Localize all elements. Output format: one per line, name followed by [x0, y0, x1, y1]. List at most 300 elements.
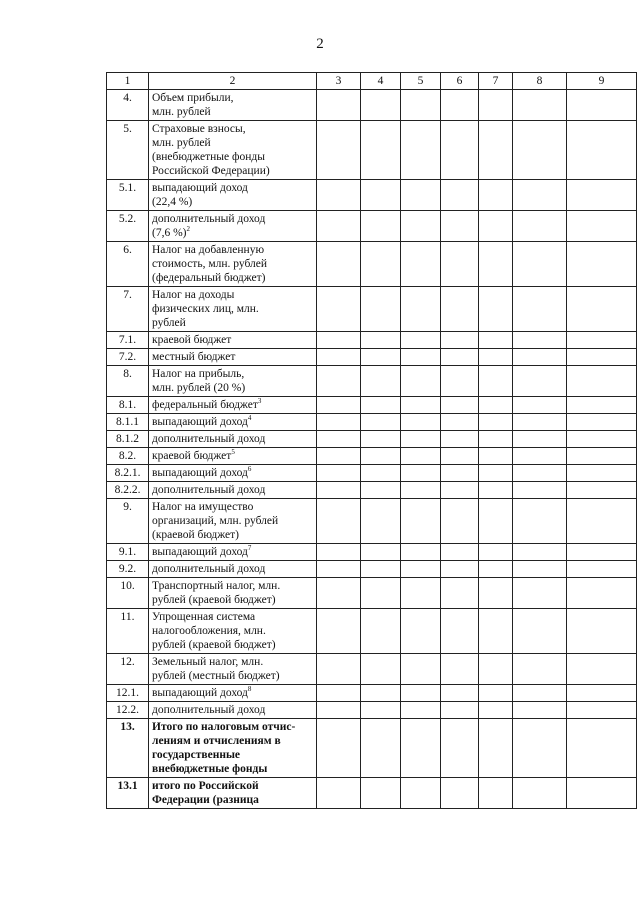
value-cell — [401, 180, 441, 211]
value-cell — [513, 685, 567, 702]
row-number: 12.1. — [107, 685, 149, 702]
value-cell — [441, 349, 479, 366]
value-cell — [441, 431, 479, 448]
value-cell — [317, 578, 361, 609]
value-cell — [567, 448, 637, 465]
column-header: 8 — [513, 73, 567, 90]
value-cell — [317, 211, 361, 242]
row-number: 10. — [107, 578, 149, 609]
value-cell — [317, 702, 361, 719]
value-cell — [441, 609, 479, 654]
value-cell — [479, 349, 513, 366]
value-cell — [513, 431, 567, 448]
table-row — [107, 654, 637, 685]
row-number: 8.2. — [107, 448, 149, 465]
row-label-line: Итого по налоговым отчис- — [152, 721, 296, 733]
value-cell — [567, 499, 637, 544]
table-row — [107, 349, 637, 366]
row-number: 8. — [107, 366, 149, 397]
row-label-line: Налог на добавленную — [152, 244, 265, 256]
value-cell — [361, 121, 401, 180]
footnote-marker: 4 — [247, 414, 252, 423]
row-label-line: выпадающий доход — [152, 687, 248, 699]
row-number: 9.1. — [107, 544, 149, 561]
value-cell — [401, 778, 441, 809]
table-row — [107, 121, 637, 180]
value-cell — [317, 609, 361, 654]
value-cell — [479, 242, 513, 287]
value-cell — [401, 349, 441, 366]
value-cell — [567, 349, 637, 366]
value-cell — [479, 778, 513, 809]
footnote-marker: 8 — [247, 685, 252, 694]
row-label-line: Федерации (разница — [152, 794, 259, 806]
value-cell — [317, 121, 361, 180]
footnote-marker: 2 — [186, 225, 190, 234]
value-cell — [479, 578, 513, 609]
value-cell — [513, 609, 567, 654]
value-cell — [401, 654, 441, 685]
value-cell — [441, 578, 479, 609]
column-header: 5 — [401, 73, 441, 90]
footnote-marker: 6 — [247, 465, 252, 474]
row-label-cell — [149, 448, 317, 465]
row-label-cell — [149, 702, 317, 719]
value-cell — [479, 482, 513, 499]
row-number: 4. — [107, 90, 149, 121]
value-cell — [361, 578, 401, 609]
row-label-line: рублей (местный бюджет) — [152, 670, 280, 682]
row-label-line: Страховые взносы, — [152, 123, 246, 135]
value-cell — [317, 397, 361, 414]
value-cell — [317, 482, 361, 499]
row-label-cell — [149, 414, 317, 431]
row-label-line: Российской Федерации) — [152, 165, 270, 177]
table-row — [107, 180, 637, 211]
value-cell — [567, 397, 637, 414]
value-cell — [567, 685, 637, 702]
value-cell — [317, 654, 361, 685]
value-cell — [401, 414, 441, 431]
table-row — [107, 431, 637, 448]
value-cell — [567, 482, 637, 499]
value-cell — [479, 685, 513, 702]
row-number: 13. — [107, 719, 149, 778]
value-cell — [479, 366, 513, 397]
value-cell — [567, 578, 637, 609]
value-cell — [401, 465, 441, 482]
row-label-line: Объем прибыли, — [152, 92, 234, 104]
table-row — [107, 366, 637, 397]
value-cell — [317, 544, 361, 561]
row-label-line: государственные — [152, 749, 241, 761]
value-cell — [513, 397, 567, 414]
row-label-line: дополнительный доход — [152, 433, 266, 445]
table-row — [107, 414, 637, 431]
row-label-cell — [149, 287, 317, 332]
row-label-line: дополнительный доход — [152, 704, 266, 716]
table-row — [107, 211, 637, 242]
value-cell — [567, 609, 637, 654]
row-label-cell — [149, 578, 317, 609]
value-cell — [317, 349, 361, 366]
row-number: 11. — [107, 609, 149, 654]
row-label-cell — [149, 654, 317, 685]
value-cell — [361, 561, 401, 578]
row-number: 9. — [107, 499, 149, 544]
value-cell — [401, 397, 441, 414]
value-cell — [401, 287, 441, 332]
row-label-line: дополнительный доход — [152, 213, 266, 225]
value-cell — [361, 544, 401, 561]
value-cell — [567, 778, 637, 809]
value-cell — [441, 414, 479, 431]
row-label-cell — [149, 121, 317, 180]
table-row — [107, 482, 637, 499]
value-cell — [361, 499, 401, 544]
value-cell — [513, 499, 567, 544]
row-number: 8.1.2 — [107, 431, 149, 448]
value-cell — [441, 561, 479, 578]
value-cell — [479, 90, 513, 121]
table-row — [107, 685, 637, 702]
value-cell — [513, 544, 567, 561]
value-cell — [479, 180, 513, 211]
row-label-cell — [149, 609, 317, 654]
value-cell — [567, 242, 637, 287]
row-label-line: рублей — [152, 317, 186, 329]
row-label-cell — [149, 180, 317, 211]
value-cell — [479, 121, 513, 180]
value-cell — [317, 448, 361, 465]
value-cell — [441, 499, 479, 544]
row-label-line: налогообложения, млн. — [152, 625, 266, 637]
value-cell — [479, 332, 513, 349]
row-label-cell — [149, 431, 317, 448]
value-cell — [317, 90, 361, 121]
value-cell — [567, 431, 637, 448]
value-cell — [361, 719, 401, 778]
table-row — [107, 578, 637, 609]
footnote-marker: 7 — [247, 544, 252, 553]
value-cell — [401, 366, 441, 397]
row-label-line: рублей (краевой бюджет) — [152, 594, 276, 606]
value-cell — [401, 719, 441, 778]
value-cell — [317, 180, 361, 211]
value-cell — [567, 414, 637, 431]
value-cell — [513, 561, 567, 578]
column-header: 9 — [567, 73, 637, 90]
table-row — [107, 702, 637, 719]
value-cell — [441, 397, 479, 414]
value-cell — [401, 482, 441, 499]
row-number: 13.1 — [107, 778, 149, 809]
value-cell — [317, 332, 361, 349]
value-cell — [401, 121, 441, 180]
value-cell — [479, 448, 513, 465]
value-cell — [361, 90, 401, 121]
row-label-line: организаций, млн. рублей — [152, 515, 279, 527]
row-label-cell — [149, 397, 317, 414]
table-row — [107, 287, 637, 332]
value-cell — [401, 499, 441, 544]
row-label-line: краевой бюджет — [152, 334, 232, 346]
row-label-cell — [149, 778, 317, 809]
value-cell — [361, 366, 401, 397]
row-number: 8.2.2. — [107, 482, 149, 499]
row-label-line: Упрощенная система — [152, 611, 256, 623]
row-label-cell — [149, 465, 317, 482]
value-cell — [567, 90, 637, 121]
value-cell — [317, 561, 361, 578]
value-cell — [441, 242, 479, 287]
row-label-line: выпадающий доход — [152, 467, 248, 479]
footnote-marker: 5 — [231, 448, 235, 457]
row-label-line: выпадающий доход — [152, 182, 248, 194]
value-cell — [441, 482, 479, 499]
row-label-line: млн. рублей — [152, 137, 211, 149]
value-cell — [513, 90, 567, 121]
value-cell — [567, 654, 637, 685]
table-row — [107, 448, 637, 465]
row-number: 8.1. — [107, 397, 149, 414]
row-number: 5.1. — [107, 180, 149, 211]
row-label-line: (краевой бюджет) — [152, 529, 239, 541]
value-cell — [361, 448, 401, 465]
table-row — [107, 465, 637, 482]
row-label-line: (7,6 %) — [152, 227, 187, 239]
row-label-cell — [149, 482, 317, 499]
row-label-cell — [149, 366, 317, 397]
row-label-cell — [149, 349, 317, 366]
value-cell — [567, 702, 637, 719]
value-cell — [317, 431, 361, 448]
value-cell — [479, 431, 513, 448]
value-cell — [479, 397, 513, 414]
row-number: 12. — [107, 654, 149, 685]
row-label-line: выпадающий доход — [152, 416, 248, 428]
value-cell — [567, 211, 637, 242]
value-cell — [513, 211, 567, 242]
value-cell — [513, 180, 567, 211]
value-cell — [361, 211, 401, 242]
row-label-line: лениям и отчислениям в — [152, 735, 281, 747]
value-cell — [401, 685, 441, 702]
row-label-cell — [149, 90, 317, 121]
value-cell — [401, 544, 441, 561]
row-label-line: итого по Российской — [152, 780, 259, 792]
table-row — [107, 397, 637, 414]
row-label-line: млн. рублей — [152, 106, 211, 118]
value-cell — [441, 121, 479, 180]
column-header: 2 — [149, 73, 317, 90]
value-cell — [441, 778, 479, 809]
row-label-cell — [149, 332, 317, 349]
value-cell — [441, 544, 479, 561]
row-label-line: Налог на прибыль, — [152, 368, 245, 380]
value-cell — [441, 366, 479, 397]
table-row — [107, 561, 637, 578]
value-cell — [401, 448, 441, 465]
value-cell — [361, 609, 401, 654]
value-cell — [441, 654, 479, 685]
value-cell — [441, 180, 479, 211]
value-cell — [479, 719, 513, 778]
row-number: 12.2. — [107, 702, 149, 719]
value-cell — [479, 544, 513, 561]
value-cell — [567, 287, 637, 332]
row-number: 5.2. — [107, 211, 149, 242]
value-cell — [401, 561, 441, 578]
value-cell — [361, 431, 401, 448]
value-cell — [567, 465, 637, 482]
row-label-line: дополнительный доход — [152, 563, 266, 575]
table-row — [107, 719, 637, 778]
value-cell — [513, 414, 567, 431]
row-number: 7.2. — [107, 349, 149, 366]
value-cell — [479, 211, 513, 242]
value-cell — [513, 332, 567, 349]
value-cell — [441, 448, 479, 465]
table-row — [107, 499, 637, 544]
value-cell — [317, 499, 361, 544]
value-cell — [513, 482, 567, 499]
value-cell — [479, 414, 513, 431]
row-label-cell — [149, 242, 317, 287]
value-cell — [361, 242, 401, 287]
column-header: 1 — [107, 73, 149, 90]
value-cell — [317, 414, 361, 431]
row-number: 9.2. — [107, 561, 149, 578]
table-row — [107, 778, 637, 809]
value-cell — [401, 90, 441, 121]
row-number: 6. — [107, 242, 149, 287]
value-cell — [401, 211, 441, 242]
data-table — [106, 72, 637, 809]
value-cell — [361, 482, 401, 499]
row-number: 8.2.1. — [107, 465, 149, 482]
value-cell — [513, 349, 567, 366]
value-cell — [441, 287, 479, 332]
value-cell — [317, 719, 361, 778]
value-cell — [361, 702, 401, 719]
value-cell — [479, 499, 513, 544]
row-number: 7. — [107, 287, 149, 332]
value-cell — [567, 561, 637, 578]
value-cell — [317, 287, 361, 332]
row-number: 7.1. — [107, 332, 149, 349]
column-header: 3 — [317, 73, 361, 90]
value-cell — [513, 465, 567, 482]
value-cell — [361, 778, 401, 809]
value-cell — [513, 121, 567, 180]
header-row — [107, 73, 637, 90]
value-cell — [401, 431, 441, 448]
row-label-line: (22,4 %) — [152, 196, 193, 208]
value-cell — [441, 685, 479, 702]
value-cell — [479, 465, 513, 482]
value-cell — [441, 211, 479, 242]
value-cell — [567, 366, 637, 397]
value-cell — [441, 90, 479, 121]
row-label-line: млн. рублей (20 %) — [152, 382, 246, 394]
column-header: 4 — [361, 73, 401, 90]
row-label-cell — [149, 685, 317, 702]
value-cell — [361, 287, 401, 332]
row-number: 5. — [107, 121, 149, 180]
value-cell — [317, 242, 361, 287]
value-cell — [513, 778, 567, 809]
value-cell — [567, 332, 637, 349]
row-label-cell — [149, 211, 317, 242]
value-cell — [401, 609, 441, 654]
row-label-line: местный бюджет — [152, 351, 236, 363]
value-cell — [513, 366, 567, 397]
value-cell — [513, 654, 567, 685]
value-cell — [317, 366, 361, 397]
value-cell — [513, 287, 567, 332]
row-label-line: краевой бюджет — [152, 450, 232, 462]
value-cell — [441, 719, 479, 778]
row-label-cell — [149, 719, 317, 778]
value-cell — [401, 702, 441, 719]
value-cell — [361, 397, 401, 414]
row-label-line: Налог на доходы — [152, 289, 235, 301]
value-cell — [513, 242, 567, 287]
value-cell — [361, 349, 401, 366]
value-cell — [513, 702, 567, 719]
value-cell — [479, 654, 513, 685]
value-cell — [317, 685, 361, 702]
value-cell — [361, 180, 401, 211]
row-label-line: дополнительный доход — [152, 484, 266, 496]
value-cell — [479, 561, 513, 578]
row-label-line: Налог на имущество — [152, 501, 254, 513]
footnote-marker: 3 — [257, 397, 262, 406]
value-cell — [361, 414, 401, 431]
row-label-line: (федеральный бюджет) — [152, 272, 266, 284]
value-cell — [441, 465, 479, 482]
table-row — [107, 609, 637, 654]
value-cell — [401, 578, 441, 609]
row-label-cell — [149, 499, 317, 544]
row-label-line: федеральный бюджет — [152, 399, 258, 411]
value-cell — [361, 332, 401, 349]
table-row — [107, 90, 637, 121]
table-row — [107, 544, 637, 561]
value-cell — [513, 448, 567, 465]
page-number: 2 — [316, 36, 324, 52]
column-header: 6 — [441, 73, 479, 90]
value-cell — [361, 654, 401, 685]
value-cell — [441, 702, 479, 719]
value-cell — [401, 242, 441, 287]
row-label-line: рублей (краевой бюджет) — [152, 639, 276, 651]
value-cell — [513, 578, 567, 609]
value-cell — [479, 702, 513, 719]
value-cell — [317, 465, 361, 482]
row-label-line: (внебюджетные фонды — [152, 151, 265, 163]
value-cell — [479, 287, 513, 332]
row-label-line: физических лиц, млн. — [152, 303, 259, 315]
value-cell — [441, 332, 479, 349]
row-label-line: выпадающий доход — [152, 546, 248, 558]
value-cell — [401, 332, 441, 349]
row-label-line: Земельный налог, млн. — [152, 656, 264, 668]
row-label-cell — [149, 544, 317, 561]
value-cell — [479, 609, 513, 654]
value-cell — [567, 719, 637, 778]
